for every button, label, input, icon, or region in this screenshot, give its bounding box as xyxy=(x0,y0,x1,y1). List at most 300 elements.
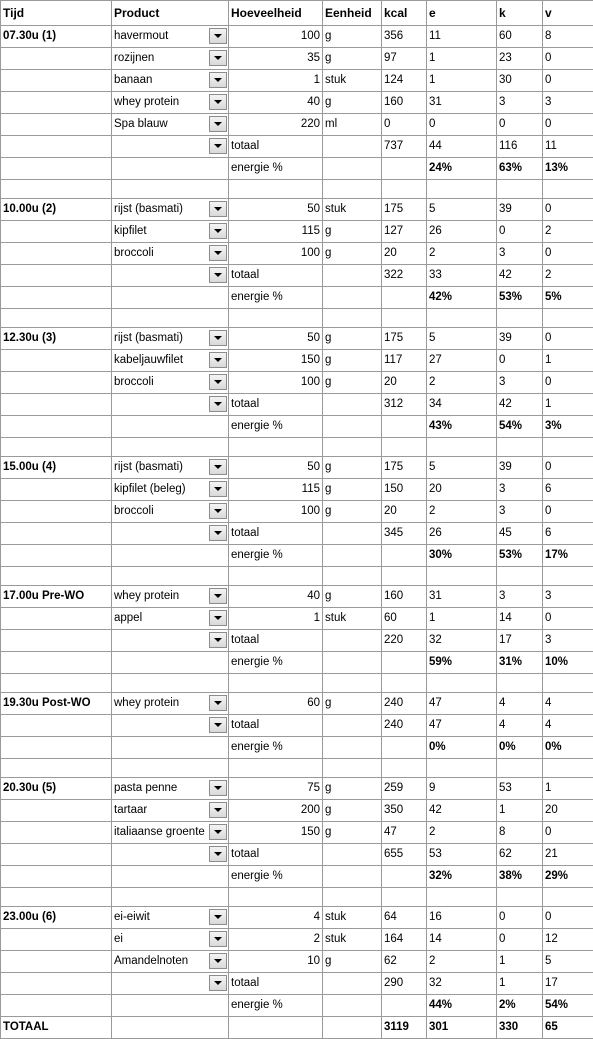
quantity-cell[interactable]: 50 xyxy=(229,199,323,221)
kcal-cell[interactable]: 240 xyxy=(382,693,427,715)
unit-cell[interactable]: g xyxy=(323,951,382,973)
quantity-cell[interactable]: 4 xyxy=(229,907,323,929)
time-cell[interactable] xyxy=(1,221,112,243)
product-cell[interactable] xyxy=(112,844,229,866)
protein-cell[interactable]: 26 xyxy=(427,221,497,243)
energy-label[interactable]: energie % xyxy=(229,545,323,567)
fat-cell[interactable]: 12 xyxy=(543,929,593,951)
kcal-cell[interactable]: 356 xyxy=(382,26,427,48)
total-kcal[interactable]: 345 xyxy=(382,523,427,545)
quantity-cell[interactable]: 1 xyxy=(229,70,323,92)
total-fat[interactable]: 11 xyxy=(543,136,593,158)
total-fat[interactable]: 1 xyxy=(543,394,593,416)
total-kcal[interactable]: 312 xyxy=(382,394,427,416)
protein-percent[interactable]: 59% xyxy=(427,652,497,674)
protein-cell[interactable]: 2 xyxy=(427,951,497,973)
fat-cell[interactable]: 0 xyxy=(543,243,593,265)
fat-cell[interactable]: 5 xyxy=(543,951,593,973)
empty-cell[interactable] xyxy=(323,674,382,693)
total-fat[interactable]: 21 xyxy=(543,844,593,866)
kcal-cell[interactable] xyxy=(382,287,427,309)
protein-cell[interactable]: 1 xyxy=(427,608,497,630)
kcal-cell[interactable] xyxy=(382,158,427,180)
total-label[interactable]: totaal xyxy=(229,630,323,652)
carbs-cell[interactable]: 23 xyxy=(497,48,543,70)
quantity-cell[interactable]: 100 xyxy=(229,26,323,48)
dropdown-arrow-icon[interactable] xyxy=(209,459,227,475)
kcal-cell[interactable] xyxy=(382,737,427,759)
protein-cell[interactable]: 31 xyxy=(427,586,497,608)
kcal-cell[interactable]: 175 xyxy=(382,457,427,479)
total-carbs[interactable]: 17 xyxy=(497,630,543,652)
dropdown-arrow-icon[interactable] xyxy=(209,330,227,346)
time-cell[interactable] xyxy=(1,394,112,416)
protein-cell[interactable]: 2 xyxy=(427,501,497,523)
protein-cell[interactable]: 27 xyxy=(427,350,497,372)
unit-cell[interactable] xyxy=(323,523,382,545)
dropdown-arrow-icon[interactable] xyxy=(209,116,227,132)
carbs-cell[interactable]: 0 xyxy=(497,929,543,951)
carbs-cell[interactable]: 3 xyxy=(497,372,543,394)
empty-cell[interactable] xyxy=(1,180,112,199)
carbs-cell[interactable]: 0 xyxy=(497,221,543,243)
empty-cell[interactable] xyxy=(323,309,382,328)
empty-cell[interactable] xyxy=(112,567,229,586)
empty-cell[interactable] xyxy=(382,888,427,907)
product-cell[interactable] xyxy=(112,929,229,951)
carbs-percent[interactable]: 53% xyxy=(497,545,543,567)
unit-cell[interactable]: stuk xyxy=(323,929,382,951)
carbs-cell[interactable]: 53 xyxy=(497,778,543,800)
carbs-cell[interactable]: 0 xyxy=(497,907,543,929)
quantity-cell[interactable]: 60 xyxy=(229,693,323,715)
product-cell[interactable] xyxy=(112,457,229,479)
quantity-cell[interactable]: 100 xyxy=(229,372,323,394)
carbs-cell[interactable]: 0 xyxy=(497,114,543,136)
grand-total-carbs[interactable]: 330 xyxy=(497,1017,543,1039)
product-cell[interactable] xyxy=(112,586,229,608)
total-kcal[interactable]: 240 xyxy=(382,715,427,737)
carbs-cell[interactable]: 3 xyxy=(497,479,543,501)
time-cell[interactable]: 10.00u (2) xyxy=(1,199,112,221)
carbs-percent[interactable]: 53% xyxy=(497,287,543,309)
total-protein[interactable]: 44 xyxy=(427,136,497,158)
carbs-cell[interactable]: 3 xyxy=(497,92,543,114)
unit-cell[interactable]: g xyxy=(323,693,382,715)
total-carbs[interactable]: 116 xyxy=(497,136,543,158)
dropdown-arrow-icon[interactable] xyxy=(209,138,227,154)
product-cell[interactable] xyxy=(112,158,229,180)
energy-label[interactable]: energie % xyxy=(229,995,323,1017)
total-protein[interactable]: 33 xyxy=(427,265,497,287)
kcal-cell[interactable]: 64 xyxy=(382,907,427,929)
unit-cell[interactable]: g xyxy=(323,800,382,822)
fat-percent[interactable]: 13% xyxy=(543,158,593,180)
empty-cell[interactable] xyxy=(112,1017,229,1039)
total-label[interactable]: totaal xyxy=(229,523,323,545)
unit-cell[interactable]: g xyxy=(323,92,382,114)
header-kcal[interactable]: kcal xyxy=(382,1,427,26)
carbs-percent[interactable]: 38% xyxy=(497,866,543,888)
time-cell[interactable] xyxy=(1,350,112,372)
product-cell[interactable] xyxy=(112,523,229,545)
unit-cell[interactable] xyxy=(323,136,382,158)
empty-cell[interactable] xyxy=(1,438,112,457)
time-cell[interactable] xyxy=(1,822,112,844)
fat-cell[interactable]: 0 xyxy=(543,501,593,523)
empty-cell[interactable] xyxy=(497,674,543,693)
time-cell[interactable] xyxy=(1,630,112,652)
empty-cell[interactable] xyxy=(543,180,593,199)
unit-cell[interactable] xyxy=(323,866,382,888)
empty-cell[interactable] xyxy=(229,674,323,693)
empty-cell[interactable] xyxy=(543,888,593,907)
empty-cell[interactable] xyxy=(323,567,382,586)
empty-cell[interactable] xyxy=(229,180,323,199)
kcal-cell[interactable]: 0 xyxy=(382,114,427,136)
fat-cell[interactable]: 8 xyxy=(543,26,593,48)
product-cell[interactable] xyxy=(112,199,229,221)
fat-cell[interactable]: 0 xyxy=(543,328,593,350)
quantity-cell[interactable]: 100 xyxy=(229,243,323,265)
fat-cell[interactable]: 0 xyxy=(543,48,593,70)
unit-cell[interactable] xyxy=(323,394,382,416)
product-cell[interactable] xyxy=(112,114,229,136)
total-label[interactable]: totaal xyxy=(229,973,323,995)
empty-cell[interactable] xyxy=(382,567,427,586)
total-carbs[interactable]: 1 xyxy=(497,973,543,995)
kcal-cell[interactable] xyxy=(382,866,427,888)
empty-cell[interactable] xyxy=(229,1017,323,1039)
unit-cell[interactable] xyxy=(323,545,382,567)
time-cell[interactable] xyxy=(1,479,112,501)
energy-label[interactable]: energie % xyxy=(229,866,323,888)
empty-cell[interactable] xyxy=(323,1017,382,1039)
carbs-percent[interactable]: 0% xyxy=(497,737,543,759)
dropdown-arrow-icon[interactable] xyxy=(209,94,227,110)
product-cell[interactable] xyxy=(112,652,229,674)
fat-cell[interactable]: 0 xyxy=(543,907,593,929)
kcal-cell[interactable]: 259 xyxy=(382,778,427,800)
protein-cell[interactable]: 5 xyxy=(427,457,497,479)
product-cell[interactable] xyxy=(112,26,229,48)
time-cell[interactable] xyxy=(1,372,112,394)
total-protein[interactable]: 32 xyxy=(427,973,497,995)
empty-cell[interactable] xyxy=(543,759,593,778)
dropdown-arrow-icon[interactable] xyxy=(209,717,227,733)
unit-cell[interactable]: g xyxy=(323,221,382,243)
quantity-cell[interactable]: 2 xyxy=(229,929,323,951)
time-cell[interactable] xyxy=(1,114,112,136)
unit-cell[interactable]: g xyxy=(323,778,382,800)
empty-cell[interactable] xyxy=(427,567,497,586)
kcal-cell[interactable]: 160 xyxy=(382,92,427,114)
kcal-cell[interactable]: 124 xyxy=(382,70,427,92)
kcal-cell[interactable]: 127 xyxy=(382,221,427,243)
empty-cell[interactable] xyxy=(112,888,229,907)
total-label[interactable]: totaal xyxy=(229,394,323,416)
header-eenheid[interactable]: Eenheid xyxy=(323,1,382,26)
unit-cell[interactable]: ml xyxy=(323,114,382,136)
dropdown-arrow-icon[interactable] xyxy=(209,352,227,368)
total-protein[interactable]: 47 xyxy=(427,715,497,737)
time-cell[interactable] xyxy=(1,501,112,523)
fat-cell[interactable]: 0 xyxy=(543,457,593,479)
total-kcal[interactable]: 655 xyxy=(382,844,427,866)
header-e[interactable]: e xyxy=(427,1,497,26)
time-cell[interactable] xyxy=(1,523,112,545)
fat-cell[interactable]: 3 xyxy=(543,586,593,608)
total-carbs[interactable]: 42 xyxy=(497,265,543,287)
time-cell[interactable] xyxy=(1,158,112,180)
unit-cell[interactable] xyxy=(323,630,382,652)
empty-cell[interactable] xyxy=(497,180,543,199)
quantity-cell[interactable]: 150 xyxy=(229,822,323,844)
kcal-cell[interactable]: 350 xyxy=(382,800,427,822)
empty-cell[interactable] xyxy=(382,438,427,457)
dropdown-arrow-icon[interactable] xyxy=(209,28,227,44)
energy-label[interactable]: energie % xyxy=(229,287,323,309)
product-cell[interactable] xyxy=(112,545,229,567)
unit-cell[interactable]: g xyxy=(323,479,382,501)
empty-cell[interactable] xyxy=(497,309,543,328)
quantity-cell[interactable]: 115 xyxy=(229,479,323,501)
kcal-cell[interactable]: 150 xyxy=(382,479,427,501)
total-carbs[interactable]: 62 xyxy=(497,844,543,866)
quantity-cell[interactable]: 50 xyxy=(229,328,323,350)
product-cell[interactable] xyxy=(112,778,229,800)
fat-cell[interactable]: 0 xyxy=(543,372,593,394)
time-cell[interactable] xyxy=(1,243,112,265)
product-cell[interactable] xyxy=(112,394,229,416)
time-cell[interactable] xyxy=(1,265,112,287)
total-carbs[interactable]: 4 xyxy=(497,715,543,737)
header-v[interactable]: v xyxy=(543,1,593,26)
product-cell[interactable] xyxy=(112,995,229,1017)
protein-percent[interactable]: 0% xyxy=(427,737,497,759)
protein-percent[interactable]: 42% xyxy=(427,287,497,309)
fat-cell[interactable]: 6 xyxy=(543,479,593,501)
time-cell[interactable] xyxy=(1,48,112,70)
unit-cell[interactable] xyxy=(323,416,382,438)
time-cell[interactable]: 20.30u (5) xyxy=(1,778,112,800)
product-cell[interactable] xyxy=(112,822,229,844)
dropdown-arrow-icon[interactable] xyxy=(209,931,227,947)
product-cell[interactable] xyxy=(112,328,229,350)
unit-cell[interactable]: stuk xyxy=(323,608,382,630)
product-cell[interactable] xyxy=(112,372,229,394)
empty-cell[interactable] xyxy=(497,567,543,586)
empty-cell[interactable] xyxy=(1,309,112,328)
grand-total-kcal[interactable]: 3119 xyxy=(382,1017,427,1039)
empty-cell[interactable] xyxy=(323,438,382,457)
total-kcal[interactable]: 322 xyxy=(382,265,427,287)
protein-percent[interactable]: 43% xyxy=(427,416,497,438)
fat-cell[interactable]: 4 xyxy=(543,693,593,715)
empty-cell[interactable] xyxy=(497,759,543,778)
unit-cell[interactable] xyxy=(323,287,382,309)
fat-cell[interactable]: 0 xyxy=(543,199,593,221)
carbs-cell[interactable]: 0 xyxy=(497,350,543,372)
total-carbs[interactable]: 42 xyxy=(497,394,543,416)
time-cell[interactable]: 23.00u (6) xyxy=(1,907,112,929)
empty-cell[interactable] xyxy=(427,759,497,778)
product-cell[interactable] xyxy=(112,287,229,309)
empty-cell[interactable] xyxy=(497,438,543,457)
fat-cell[interactable]: 20 xyxy=(543,800,593,822)
unit-cell[interactable] xyxy=(323,715,382,737)
time-cell[interactable] xyxy=(1,608,112,630)
kcal-cell[interactable]: 20 xyxy=(382,501,427,523)
dropdown-arrow-icon[interactable] xyxy=(209,824,227,840)
empty-cell[interactable] xyxy=(229,888,323,907)
time-cell[interactable] xyxy=(1,929,112,951)
unit-cell[interactable]: g xyxy=(323,457,382,479)
unit-cell[interactable]: g xyxy=(323,586,382,608)
energy-label[interactable]: energie % xyxy=(229,158,323,180)
protein-cell[interactable]: 16 xyxy=(427,907,497,929)
empty-cell[interactable] xyxy=(229,567,323,586)
protein-percent[interactable]: 44% xyxy=(427,995,497,1017)
fat-cell[interactable]: 0 xyxy=(543,114,593,136)
unit-cell[interactable] xyxy=(323,844,382,866)
product-cell[interactable] xyxy=(112,221,229,243)
protein-cell[interactable]: 11 xyxy=(427,26,497,48)
dropdown-arrow-icon[interactable] xyxy=(209,374,227,390)
dropdown-arrow-icon[interactable] xyxy=(209,610,227,626)
product-cell[interactable] xyxy=(112,416,229,438)
total-label[interactable]: totaal xyxy=(229,136,323,158)
carbs-cell[interactable]: 39 xyxy=(497,328,543,350)
product-cell[interactable] xyxy=(112,479,229,501)
carbs-cell[interactable]: 8 xyxy=(497,822,543,844)
protein-cell[interactable]: 1 xyxy=(427,48,497,70)
protein-percent[interactable]: 30% xyxy=(427,545,497,567)
empty-cell[interactable] xyxy=(229,759,323,778)
product-cell[interactable] xyxy=(112,907,229,929)
unit-cell[interactable]: g xyxy=(323,822,382,844)
total-protein[interactable]: 26 xyxy=(427,523,497,545)
time-cell[interactable] xyxy=(1,652,112,674)
empty-cell[interactable] xyxy=(427,309,497,328)
unit-cell[interactable] xyxy=(323,737,382,759)
protein-cell[interactable]: 2 xyxy=(427,822,497,844)
fat-percent[interactable]: 5% xyxy=(543,287,593,309)
dropdown-arrow-icon[interactable] xyxy=(209,201,227,217)
carbs-cell[interactable]: 39 xyxy=(497,199,543,221)
quantity-cell[interactable]: 1 xyxy=(229,608,323,630)
dropdown-arrow-icon[interactable] xyxy=(209,223,227,239)
quantity-cell[interactable]: 100 xyxy=(229,501,323,523)
dropdown-arrow-icon[interactable] xyxy=(209,245,227,261)
total-label[interactable]: totaal xyxy=(229,715,323,737)
empty-cell[interactable] xyxy=(112,674,229,693)
unit-cell[interactable]: stuk xyxy=(323,199,382,221)
empty-cell[interactable] xyxy=(112,180,229,199)
quantity-cell[interactable]: 10 xyxy=(229,951,323,973)
protein-cell[interactable]: 9 xyxy=(427,778,497,800)
empty-cell[interactable] xyxy=(229,309,323,328)
quantity-cell[interactable]: 40 xyxy=(229,586,323,608)
protein-cell[interactable]: 5 xyxy=(427,328,497,350)
fat-cell[interactable]: 1 xyxy=(543,350,593,372)
time-cell[interactable] xyxy=(1,70,112,92)
empty-cell[interactable] xyxy=(543,674,593,693)
product-cell[interactable] xyxy=(112,70,229,92)
unit-cell[interactable]: g xyxy=(323,350,382,372)
product-cell[interactable] xyxy=(112,951,229,973)
dropdown-arrow-icon[interactable] xyxy=(209,267,227,283)
protein-cell[interactable]: 5 xyxy=(427,199,497,221)
fat-percent[interactable]: 54% xyxy=(543,995,593,1017)
grand-total-fat[interactable]: 65 xyxy=(543,1017,593,1039)
product-cell[interactable] xyxy=(112,866,229,888)
time-cell[interactable] xyxy=(1,844,112,866)
kcal-cell[interactable] xyxy=(382,652,427,674)
empty-cell[interactable] xyxy=(1,759,112,778)
time-cell[interactable] xyxy=(1,866,112,888)
dropdown-arrow-icon[interactable] xyxy=(209,481,227,497)
empty-cell[interactable] xyxy=(382,309,427,328)
time-cell[interactable] xyxy=(1,136,112,158)
energy-label[interactable]: energie % xyxy=(229,652,323,674)
kcal-cell[interactable]: 117 xyxy=(382,350,427,372)
empty-cell[interactable] xyxy=(1,888,112,907)
empty-cell[interactable] xyxy=(427,674,497,693)
unit-cell[interactable]: g xyxy=(323,48,382,70)
empty-cell[interactable] xyxy=(543,309,593,328)
empty-cell[interactable] xyxy=(323,759,382,778)
total-protein[interactable]: 32 xyxy=(427,630,497,652)
header-product[interactable]: Product xyxy=(112,1,229,26)
time-cell[interactable] xyxy=(1,715,112,737)
time-cell[interactable] xyxy=(1,951,112,973)
total-label[interactable]: totaal xyxy=(229,844,323,866)
product-cell[interactable] xyxy=(112,92,229,114)
empty-cell[interactable] xyxy=(323,180,382,199)
grand-total-label[interactable]: TOTAAL xyxy=(1,1017,112,1039)
time-cell[interactable] xyxy=(1,737,112,759)
empty-cell[interactable] xyxy=(229,438,323,457)
total-fat[interactable]: 2 xyxy=(543,265,593,287)
carbs-cell[interactable]: 1 xyxy=(497,800,543,822)
unit-cell[interactable]: g xyxy=(323,372,382,394)
quantity-cell[interactable]: 150 xyxy=(229,350,323,372)
carbs-cell[interactable]: 3 xyxy=(497,243,543,265)
empty-cell[interactable] xyxy=(497,888,543,907)
dropdown-arrow-icon[interactable] xyxy=(209,975,227,991)
carbs-cell[interactable]: 60 xyxy=(497,26,543,48)
total-carbs[interactable]: 45 xyxy=(497,523,543,545)
empty-cell[interactable] xyxy=(112,309,229,328)
time-cell[interactable]: 12.30u (3) xyxy=(1,328,112,350)
time-cell[interactable] xyxy=(1,287,112,309)
carbs-percent[interactable]: 54% xyxy=(497,416,543,438)
product-cell[interactable] xyxy=(112,800,229,822)
protein-cell[interactable]: 42 xyxy=(427,800,497,822)
empty-cell[interactable] xyxy=(543,438,593,457)
product-cell[interactable] xyxy=(112,48,229,70)
empty-cell[interactable] xyxy=(1,567,112,586)
carbs-cell[interactable]: 39 xyxy=(497,457,543,479)
unit-cell[interactable] xyxy=(323,265,382,287)
total-protein[interactable]: 53 xyxy=(427,844,497,866)
time-cell[interactable]: 17.00u Pre-WO xyxy=(1,586,112,608)
dropdown-arrow-icon[interactable] xyxy=(209,396,227,412)
dropdown-arrow-icon[interactable] xyxy=(209,909,227,925)
carbs-percent[interactable]: 31% xyxy=(497,652,543,674)
total-kcal[interactable]: 220 xyxy=(382,630,427,652)
